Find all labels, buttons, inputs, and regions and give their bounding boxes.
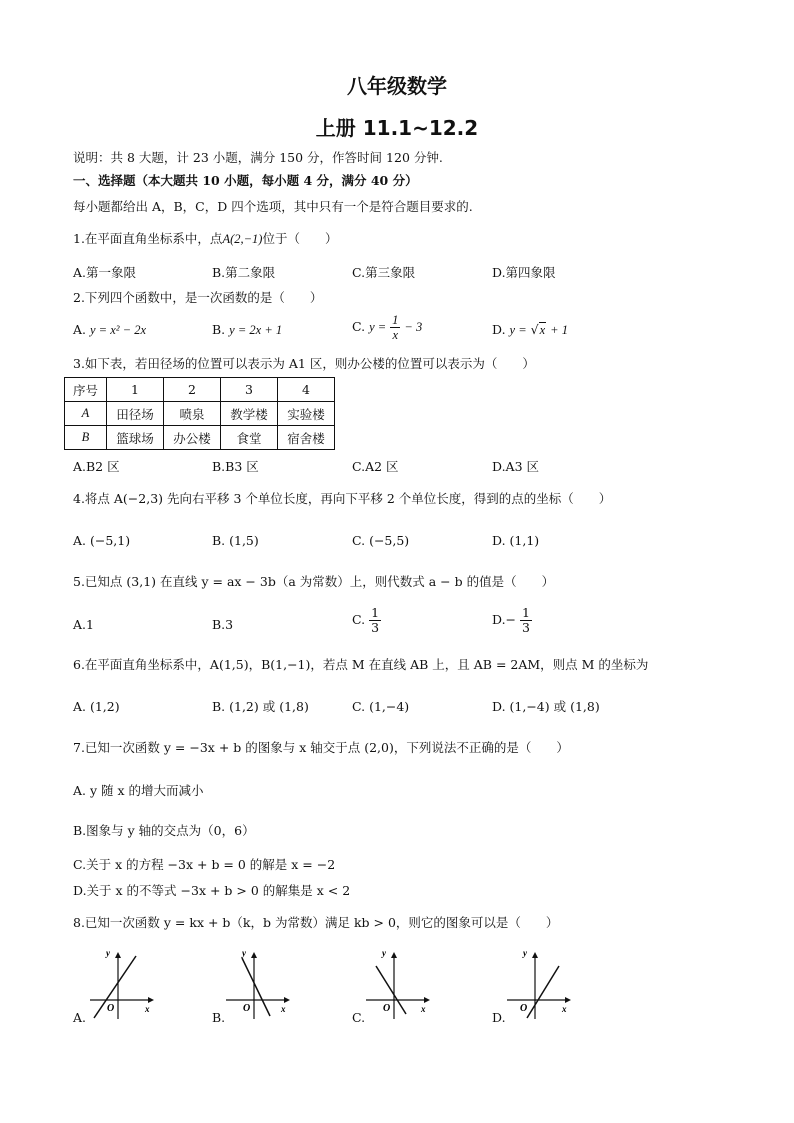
question-2-stem: 2.下列四个函数中，是一次函数的是（ ） (73, 290, 323, 305)
question-2-option-d (492, 322, 568, 338)
question-8-option-d-label: D. (492, 1010, 506, 1025)
question-8-option-d-graph (505, 946, 575, 1021)
question-2-option-c (352, 313, 422, 342)
fraction-denominator: 3 (522, 620, 530, 635)
fraction-denominator: x (392, 328, 399, 342)
question-5-option-c (352, 606, 381, 635)
function-line (527, 966, 559, 1018)
question-8-option-b-graph (224, 946, 294, 1021)
arrow-icon (424, 997, 430, 1003)
y-axis-label: y (523, 948, 527, 958)
arrow-icon (251, 952, 257, 958)
question-2-option-c-fraction (390, 313, 400, 342)
table-cell: 3 (221, 378, 278, 402)
question-1-option-a: A.第一象限 (73, 265, 137, 280)
question-2-option-b-label: B. (212, 322, 226, 337)
question-1-option-b: B.第二象限 (212, 265, 276, 280)
question-7-option-b: B.图象与 y 轴的交点为（0，6） (73, 823, 255, 838)
origin-label: O (107, 1003, 115, 1014)
question-2-option-b (212, 322, 282, 338)
function-line (376, 966, 406, 1014)
question-2-option-d-radicand: x (539, 323, 546, 337)
arrow-icon (148, 997, 154, 1003)
origin-label: O (383, 1003, 391, 1014)
fraction-numerator: 1 (371, 605, 380, 620)
question-6-option-a: A. (1,2) (73, 699, 120, 714)
question-8-option-a-label: A. (73, 1010, 87, 1025)
fraction-numerator: 1 (522, 605, 530, 620)
question-7-option-c: C.关于 x 的方程 −3x + b = 0 的解是 x = −2 (73, 857, 336, 872)
table-cell: 食堂 (221, 426, 278, 450)
question-3-option-a: A.B2 区 (73, 459, 120, 474)
question-2-option-d-rhs: + 1 (550, 323, 568, 337)
question-2-option-a-expr: y = x² − 2x (90, 323, 147, 337)
question-3-option-d: D.A3 区 (492, 459, 540, 474)
question-1-option-c: C.第三象限 (352, 265, 416, 280)
arrow-icon (532, 952, 538, 958)
question-6-stem: 6.在平面直角坐标系中，A(1,5)，B(1,−1)，若点 M 在直线 AB 上，且 AB = 2AM，则点 M 的坐标为 (73, 657, 649, 672)
question-2-option-a (73, 322, 146, 338)
question-5-option-d (492, 606, 532, 635)
x-axis-label: x (421, 1004, 426, 1014)
question-4-option-b: B. (1,5) (212, 533, 259, 548)
question-2-option-c-rhs: − 3 (404, 320, 423, 334)
question-1-option-d: D.第四象限 (492, 265, 556, 280)
question-5-option-a: A.1 (73, 617, 94, 632)
question-2-option-d-label: D. (492, 322, 506, 337)
question-2-option-d-lhs: y = (509, 323, 527, 337)
fraction-denominator: 3 (371, 620, 380, 635)
question-6-option-d: D. (1,−4) 或 (1,8) (492, 699, 600, 714)
page-title: 八年级数学 (347, 74, 447, 98)
question-6-option-b: B. (1,2) 或 (1,8) (212, 699, 309, 714)
y-axis-label: y (382, 948, 386, 958)
x-axis-label: x (145, 1004, 150, 1014)
y-axis-label: y (106, 948, 110, 958)
page-subtitle: 上册 11.1~12.2 (315, 116, 479, 140)
question-8-option-c-label: C. (352, 1010, 366, 1025)
question-1-point: A(2,−1) (222, 232, 263, 246)
question-1-text-b: 位于（ ） (262, 231, 338, 246)
arrow-icon (115, 952, 121, 958)
question-5-option-c-fraction (369, 606, 381, 635)
origin-label: O (520, 1003, 528, 1014)
question-1-stem (73, 231, 337, 247)
table-header-row (65, 378, 335, 402)
arrow-icon (391, 952, 397, 958)
table-cell: 喷泉 (164, 402, 221, 426)
table-cell: 1 (107, 378, 164, 402)
origin-label: O (243, 1003, 251, 1014)
section1-heading: 一、选择题（本大题共 10 小题，每小题 4 分，满分 40 分） (73, 173, 418, 188)
question-3-stem: 3.如下表，若田径场的位置可以表示为 A1 区，则办公楼的位置可以表示为（ ） (73, 356, 535, 371)
y-axis-label: y (242, 948, 246, 958)
question-3-option-c: C.A2 区 (352, 459, 399, 474)
question-5-option-d-label: D.− (492, 612, 517, 627)
question-7-option-a: A. y 随 x 的增大而减小 (73, 783, 204, 798)
question-5-option-d-fraction (520, 606, 532, 635)
table-cell: 办公楼 (164, 426, 221, 450)
table-cell: 4 (278, 378, 335, 402)
question-2-option-b-expr: y = 2x + 1 (229, 323, 283, 337)
question-4-stem: 4.将点 A(−2,3) 先向右平移 3 个单位长度，再向下平移 2 个单位长度，得到的点的坐标（ ） (73, 491, 612, 506)
question-2-option-c-lhs: y = (369, 320, 387, 334)
question-7-stem: 7.已知一次函数 y = −3x + b 的图象与 x 轴交于点 (2,0)，下列说法不正确的是（ ） (73, 740, 569, 755)
table-cell: A (65, 402, 107, 426)
question-6-option-c: C. (1,−4) (352, 699, 410, 714)
question-3-option-b: B.B3 区 (212, 459, 259, 474)
question-4-option-a: A. (−5,1) (73, 533, 131, 548)
question-8-option-b-label: B. (212, 1010, 226, 1025)
fraction-numerator: 1 (392, 313, 399, 327)
table-cell: B (65, 426, 107, 450)
question-8-stem: 8.已知一次函数 y = kx + b（k，b 为常数）满足 kb > 0，则它的图象可以是（ ） (73, 915, 559, 930)
section1-instruction: 每小题都给出 A，B，C，D 四个选项，其中只有一个是符合题目要求的. (73, 199, 473, 214)
question-4-option-d: D. (1,1) (492, 533, 540, 548)
table-row (65, 402, 335, 426)
question-4-option-c: C. (−5,5) (352, 533, 410, 548)
question-8-option-c-graph (364, 946, 434, 1021)
function-line (94, 956, 136, 1018)
x-axis-label: x (281, 1004, 286, 1014)
question-2-option-c-label: C. (352, 319, 366, 334)
table-cell: 篮球场 (107, 426, 164, 450)
location-table (64, 377, 335, 450)
question-2-option-a-label: A. (73, 322, 87, 337)
table-cell: 田径场 (107, 402, 164, 426)
exam-note: 说明：共 8 大题，计 23 小题，满分 150 分，作答时间 120 分钟. (73, 150, 443, 165)
table-row (65, 426, 335, 450)
x-axis-label: x (562, 1004, 567, 1014)
arrow-icon (284, 997, 290, 1003)
question-8-option-a-graph (88, 946, 158, 1021)
table-cell: 教学楼 (221, 402, 278, 426)
table-cell: 宿舍楼 (278, 426, 335, 450)
question-1-text-a: 1.在平面直角坐标系中，点 (73, 231, 223, 246)
question-7-option-d: D.关于 x 的不等式 −3x + b > 0 的解集是 x < 2 (73, 883, 351, 898)
question-5-option-b: B.3 (212, 617, 234, 632)
table-cell: 2 (164, 378, 221, 402)
question-5-stem: 5.已知点 (3,1) 在直线 y = ax − 3b（a 为常数）上，则代数式 a − b 的值是（ ） (73, 574, 555, 589)
question-5-option-c-label: C. (352, 612, 366, 627)
sqrt-icon: √ (530, 322, 539, 337)
table-cell: 序号 (65, 378, 107, 402)
table-cell: 实验楼 (278, 402, 335, 426)
arrow-icon (565, 997, 571, 1003)
